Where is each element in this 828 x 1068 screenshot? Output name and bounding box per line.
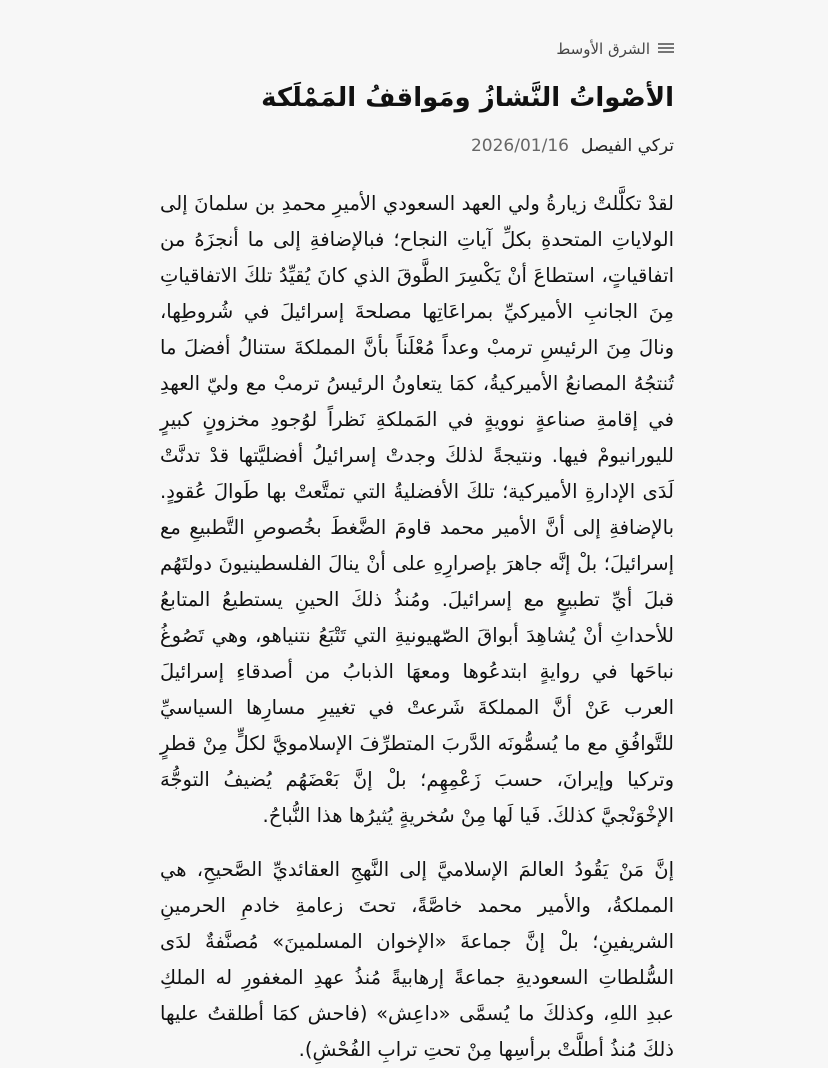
article [160,0,674,1068]
newspaper-logo-icon [658,43,674,55]
byline [160,136,674,156]
source-name: الشرق الأوسط [556,40,650,58]
paragraph: إنَّ مَنْ يَقُودُ العالمَ الإسلاميَّ إلى النَّهجِ العقائديِّ الصَّحيحِ، هي المملكةُ، والأمير محمد خاصَّةً، تحتَ زعامةِ خادمِ الحرمينِ الشريفينِ؛ بلْ إنَّ جماعةَ «الإخوان المسلمينَ» مُصنَّفةٌ لدَى السُّلطاتِ السعوديةِ جماعةً إرهابيةً مُنذُ عهدِ المغفورِ له الملكِ عبدِ اللهِ، وكذلكَ ما يُسمَّى «داعِش» (فاحش كمَا أطلقتُ عليها ذلكَ مُنذُ أطلَّتْ برأسِها مِنْ تحتِ ترابِ الفُحْشِ). [160,858,674,1061]
article-title: الأصْواتُ النَّشازُ ومَواقفُ المَمْلَكة [261,83,674,113]
author-name[interactable]: تركي الفيصل [580,136,674,156]
paragraph: لقدْ تكلَّلتْ زيارةُ ولي العهد السعودي الأميرِ محمدِ بن سلمانَ إلى الولاياتِ المتحدةِ بكلِّ آياتِ النجاح؛ فبالإضافةِ إلى ما أنجزَهُ من اتفاقياتٍ، استطاعَ أنْ يَكْسِرَ الطَّوقَ الذي كانَ يُقيِّدُ تلكَ الاتفاقياتِ مِنَ الجانبِ الأميركيِّ بمراعَاتِها مصلحةَ إسرائيلَ في شُروطِها، ونالَ مِنَ الرئيسِ ترمبْ وعداً مُعْلَناً بأنَّ المملكةَ ستنالُ أفضلَ ما تُنتجُهُ المصانعُ الأميركيةُ، كمَا يتعاونُ الرئيسُ ترمبْ مع وليّ العهدِ في إقامةِ صناعةٍ نوويةٍ في المَملكةِ نَظراً لوُجودِ مخزونٍ كبيرٍ لليورانيومْ فيها. ونتيجةً لذلكَ وجدتْ إسرائيلُ أفضليَّتها قدْ تدنَّتْ لَدَى الإدارةِ الأميركية؛ تلكَ الأفضليةُ التي تمتَّعتْ بها طَوالَ عُقودٍ. بالإضافةِ إلى أنَّ الأمير محمد قاومَ الضَّغطَ بخُصوصِ التَّطبيعِ مع إسرائيلَ؛ بلْ إنَّه جاهرَ بإصرارِهِ على أنْ ينالَ الفلسطينيونَ دولتَهُم قبلَ أيِّ تطبيعٍ مع إسرائيلَ. ومُنذُ ذلكَ الحينِ يستطيعُ المتابعُ للأحداثِ أنْ يُشاهِدَ أبواقَ الصّهيونيةِ التي تَتْبَعُ نتنياهو، وهي تَصُوغُ نباحَها في روايةٍ ابتدعُوها ومعهَا الذبابُ من أصدقاءِ إسرائيلَ العرب عَنْ أنَّ المملكةَ شَرعتْ في تغييرِ مسارِها السياسيِّ للتَّوافُقِ مع ما يُسمُّونَه الدَّربَ المتطرِّفَ الإسلامويَّ لكلٍّ مِنْ قطرٍ وتركيا وإيرانَ، حسبَ زَعْمِهِم؛ بلْ إنَّ بَعْضَهُم يُضيفُ التوجُّهَ الإخْوَنْجيَّ كذلكَ. فَيا لَها مِنْ سُخريةٍ يُثيرُها هذا النُّباحُ. [160,192,674,827]
article-body [160,186,674,1068]
publish-date: 2026/01/16 [470,136,569,156]
source-header[interactable] [160,36,674,62]
